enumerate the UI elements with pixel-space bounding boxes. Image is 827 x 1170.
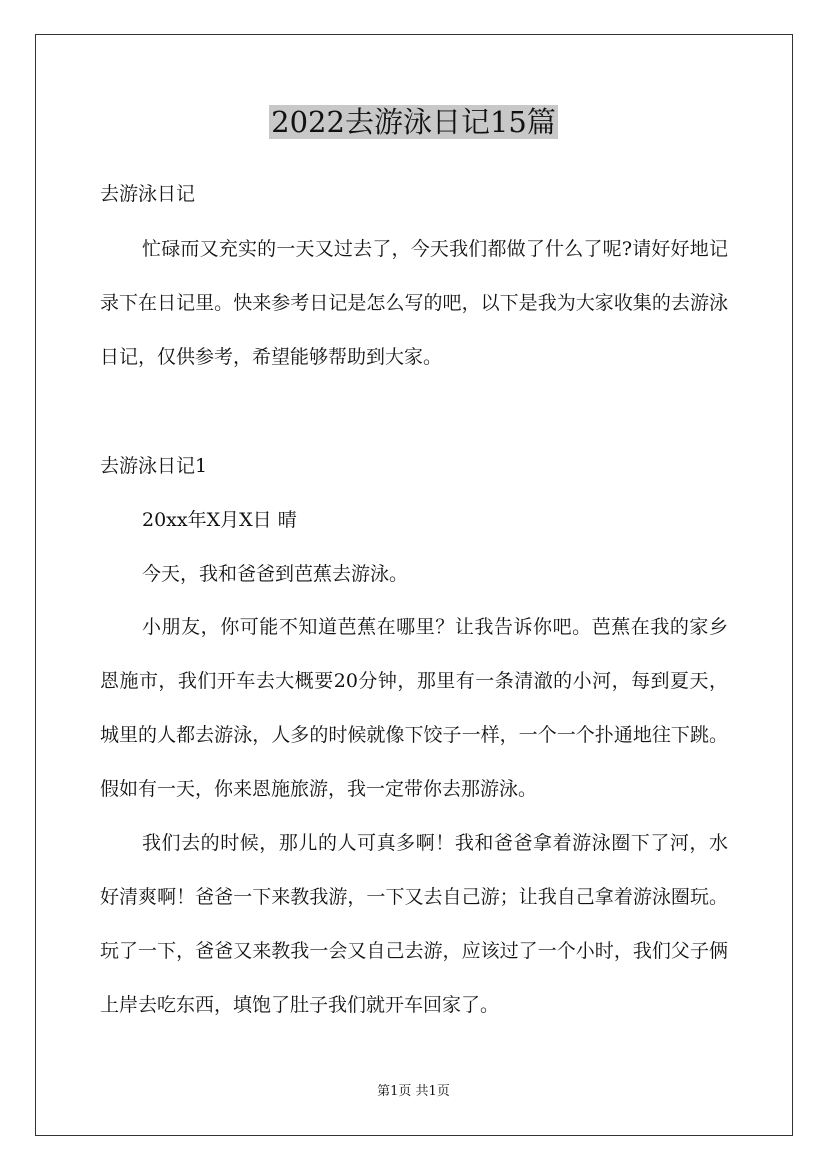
intro-heading: 去游泳日记 xyxy=(100,183,196,205)
entry-intro-line: 今天，我和爸爸到芭蕉去游泳。 xyxy=(142,563,409,585)
entry-date: 20xx年X月X日 晴 xyxy=(142,509,297,531)
document-title xyxy=(0,103,827,141)
entry-paragraph-2: 我们去的时候，那儿的人可真多啊！我和爸爸拿着游泳圈下了河，水好清爽啊！爸爸一下来教我游，一下又去自己游；让我自己拿着游泳圈玩。玩了一下，爸爸又来教我一会又自己去游，应该过了一个小时，我们父子俩上岸去吃东西，填饱了肚子我们就开车回家了。 xyxy=(100,832,728,1016)
document-title-text: 2022去游泳日记15篇 xyxy=(271,105,556,139)
entry-paragraph-1: 小朋友，你可能不知道芭蕉在哪里？让我告诉你吧。芭蕉在我的家乡恩施市，我们开车去大概要20分钟，那里有一条清澈的小河，每到夏天，城里的人都去游泳，人多的时候就像下饺子一样，一个一个扑通地往下跳。假如有一天，你来恩施旅游，我一定带你去那游泳。 xyxy=(100,616,728,800)
page-footer: 第1页 共1页 xyxy=(377,1084,450,1099)
intro-paragraph: 忙碌而又充实的一天又过去了，今天我们都做了什么了呢?请好好地记录下在日记里。快来参考日记是怎么写的吧，以下是我为大家收集的去游泳日记，仅供参考，希望能够帮助到大家。 xyxy=(100,238,728,368)
entry-heading: 去游泳日记1 xyxy=(100,455,208,477)
